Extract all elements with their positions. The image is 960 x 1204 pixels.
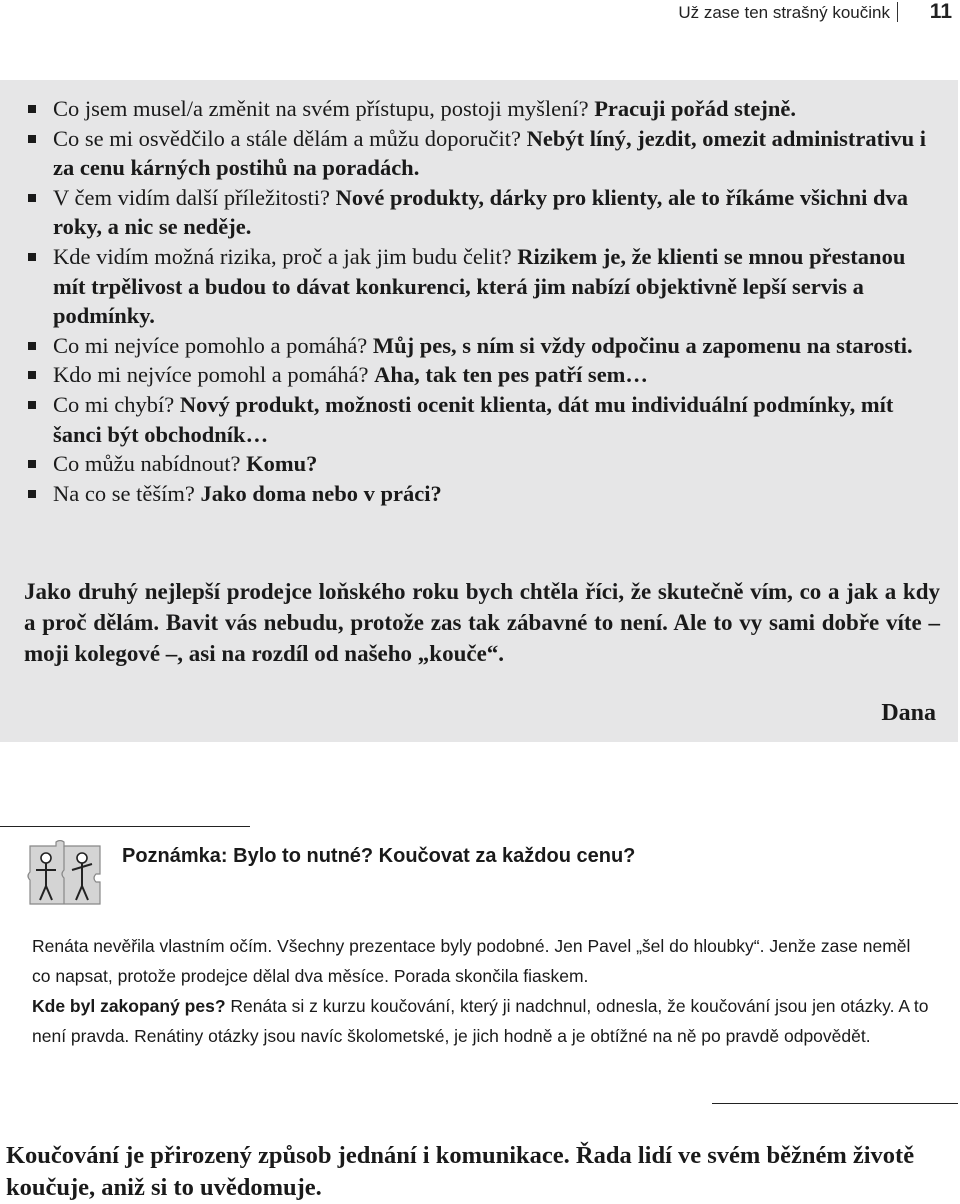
running-head-separator bbox=[897, 2, 898, 22]
answer: Pracuji pořád stejně. bbox=[594, 96, 797, 121]
divider bbox=[712, 1103, 958, 1104]
question: Co můžu nabídnout? bbox=[53, 451, 241, 477]
list-item bbox=[26, 94, 938, 124]
list-item bbox=[26, 360, 938, 390]
puzzle-people-icon bbox=[26, 840, 104, 906]
running-head-title: Už zase ten strašný koučink bbox=[678, 3, 890, 22]
signature: Dana bbox=[881, 700, 936, 726]
answer: Aha, tak ten pes patří sem… bbox=[374, 362, 648, 388]
list-item bbox=[26, 449, 938, 479]
question: Kde vidím možná rizika, proč a jak jim budu čelit? bbox=[53, 243, 512, 269]
bullet-icon bbox=[28, 194, 36, 202]
list-item bbox=[26, 183, 938, 242]
divider bbox=[0, 826, 250, 827]
note-paragraph: Renáta nevěřila vlastním očím. Všechny prezentace byly podobné. Jen Pavel „šel do hloubky“. Jenže zase neměl co napsat, protože prodejce dělal dva měsíce. Porada skončila fiaskem. bbox=[32, 936, 911, 986]
note-lead: Kde byl zakopaný pes? bbox=[32, 996, 226, 1016]
answer: Nový produkt, možnosti ocenit klienta, dát mu individuální podmínky, mít šanci být obchodník… bbox=[53, 391, 894, 447]
answer: Komu? bbox=[246, 451, 318, 477]
answer: Jako doma nebo v práci? bbox=[200, 480, 442, 506]
answer: Nové produkty, dárky pro klienty, ale to říkáme všichni dva roky, a nic se neděje. bbox=[53, 184, 909, 240]
note-body bbox=[32, 931, 932, 1051]
running-head bbox=[620, 0, 960, 26]
question: V čem vidím další příležitosti? bbox=[53, 184, 331, 210]
closing-statement: Koučování je přirozený způsob jednání i komunikace. Řada lidí ve svém běžném životě koučuje, aniž si to uvědomuje. bbox=[6, 1142, 915, 1201]
bullet-icon bbox=[28, 371, 36, 379]
question: Co mi nejvíce pomohlo a pomáhá? bbox=[53, 332, 368, 358]
qa-list bbox=[26, 94, 938, 508]
bullet-icon bbox=[28, 135, 36, 143]
answer: Můj pes, s ním si vždy odpočinu a zapomenu na starosti. bbox=[372, 332, 913, 358]
list-item bbox=[26, 331, 938, 361]
bullet-icon bbox=[28, 253, 36, 261]
answer: Nebýt líný, jezdit, omezit administrativu i za cenu kárných postihů na poradách. bbox=[53, 125, 926, 181]
list-item bbox=[26, 124, 938, 183]
bullet-icon bbox=[28, 460, 36, 468]
question: Co mi chybí? bbox=[53, 391, 175, 417]
list-item bbox=[26, 479, 938, 509]
note-title: Poznámka: Bylo to nutné? Koučovat za každou cenu? bbox=[122, 845, 636, 867]
bullet-icon bbox=[28, 105, 36, 113]
bullet-icon bbox=[28, 401, 36, 409]
bullet-icon bbox=[28, 490, 36, 498]
question: Co jsem musel/a změnit na svém přístupu, postoji myšlení? bbox=[53, 96, 589, 121]
testimonial-paragraph: Jako druhý nejlepší prodejce loňského roku bych chtěla říci, že skutečně vím, co a jak a kdy a proč dělám. Bavit vás nebudu, protože zas tak zábavné to není. Ale to vy sami dobře víte – moji kolegové –, asi na rozdíl od našeho „kouče“. bbox=[24, 579, 940, 666]
question: Co se mi osvědčilo a stále dělám a můžu doporučit? bbox=[53, 125, 521, 151]
list-item bbox=[26, 242, 938, 331]
bullet-icon bbox=[28, 342, 36, 350]
answer: Rizikem je, že klienti se mnou přestanou mít trpělivost a budou to dávat konkurenci, která jim nabízí objektivně lepší servis a podmínky. bbox=[53, 243, 906, 329]
note-text: Renáta si z kurzu koučování, který ji nadchnul, odnesla, že koučování jsou jen otázky. A to není pravda. Renátiny otázky jsou navíc školometské, je jich hodně a je obtížné na ně po pravdě odpovědět. bbox=[32, 996, 929, 1046]
question: Kdo mi nejvíce pomohl a pomáhá? bbox=[53, 362, 369, 388]
question: Na co se těším? bbox=[53, 480, 195, 506]
list-item bbox=[26, 390, 938, 449]
page-number: 11 bbox=[929, 0, 952, 23]
note-paragraph bbox=[32, 991, 932, 1051]
